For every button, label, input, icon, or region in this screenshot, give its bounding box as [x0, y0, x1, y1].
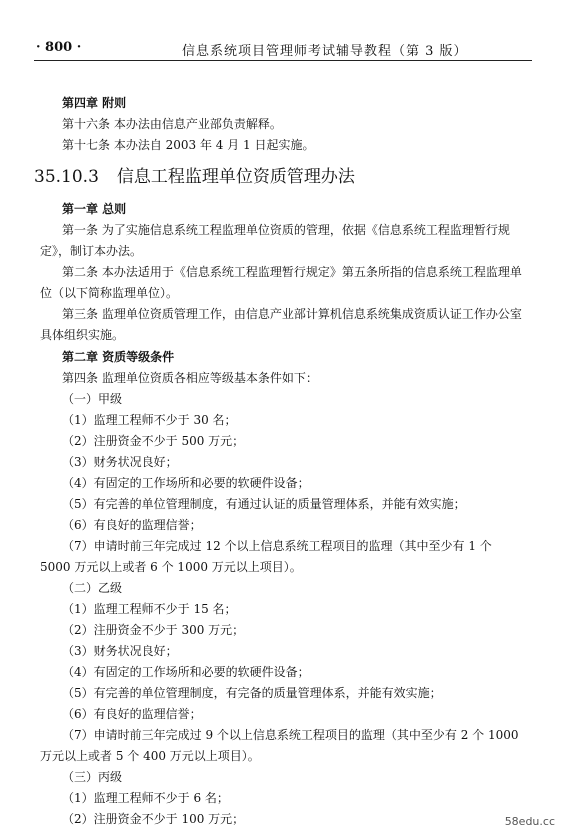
watermark: 58edu.cc [504, 815, 555, 828]
grade-a-label: （一）甲级 [62, 392, 123, 406]
article-16: 第十六条 本办法由信息产业部负责解释。 [62, 117, 282, 131]
article-3: 第三条 监理单位资质管理工作，由信息产业部计算机信息系统集成资质认证工作办公室具体组织实施。 [40, 307, 522, 342]
list-item: （7）申请时前三年完成过 9 个以上信息系统工程项目的监理（其中至少有 2 个 1000 万元以上或者 5 个 400 万元以上项目）。 [40, 728, 519, 763]
list-item: （1）监理工程师不少于 15 名； [62, 602, 237, 616]
section-number: 35.10.3 [34, 167, 99, 187]
list-item: （1）监理工程师不少于 6 名； [62, 791, 229, 805]
page-number: · 800 · [36, 40, 82, 55]
list-item: （2）注册资金不少于 500 万元； [62, 434, 245, 448]
list-item: （4）有固定的工作场所和必要的软硬件设备； [62, 476, 310, 490]
grade-b-label: （二）乙级 [62, 581, 123, 595]
list-item: （2）注册资金不少于 300 万元； [62, 623, 245, 637]
list-item: （5）有完善的单位管理制度，有完备的质量管理体系，并能有效实施； [62, 686, 442, 700]
article-17: 第十七条 本办法自 2003 年 4 月 1 日起实施。 [62, 138, 315, 152]
list-item: （3）财务状况良好； [62, 455, 178, 469]
article-2: 第二条 本办法适用于《信息系统工程监理暂行规定》第五条所指的信息系统工程监理单位（以下简称监理单位）。 [40, 265, 522, 300]
list-item: （3）财务状况良好； [62, 644, 178, 658]
article-1: 第一条 为了实施信息系统工程监理单位资质的管理，依据《信息系统工程监理暂行规定》，制订本办法。 [40, 223, 510, 258]
list-item: （4）有固定的工作场所和必要的软硬件设备； [62, 665, 310, 679]
list-item: （6）有良好的监理信誉； [62, 707, 202, 721]
list-item: （7）申请时前三年完成过 12 个以上信息系统工程项目的监理（其中至少有 1 个 5000 万元以上或者 6 个 1000 万元以上项目）。 [40, 539, 492, 574]
grade-c-label: （三）丙级 [62, 770, 123, 784]
list-item: （6）有良好的监理信誉； [62, 518, 202, 532]
section-title: 信息工程监理单位资质管理办法 [116, 167, 355, 187]
page-header [34, 38, 532, 61]
list-item: （1）监理工程师不少于 30 名； [62, 413, 237, 427]
chapter-heading-2: 第二章 资质等级条件 [62, 350, 175, 364]
chapter-heading-4: 第四章 附则 [62, 96, 127, 110]
list-item: （5）有完善的单位管理制度，有通过认证的质量管理体系，并能有效实施； [62, 497, 466, 511]
chapter-heading-1: 第一章 总则 [62, 202, 127, 216]
article-4: 第四条 监理单位资质各相应等级基本条件如下： [62, 371, 318, 385]
list-item: （2）注册资金不少于 100 万元； [62, 812, 245, 826]
page-content [34, 92, 525, 830]
running-title: 信息系统项目管理师考试辅导教程（第 3 版） [182, 44, 468, 59]
section-heading [34, 156, 525, 198]
